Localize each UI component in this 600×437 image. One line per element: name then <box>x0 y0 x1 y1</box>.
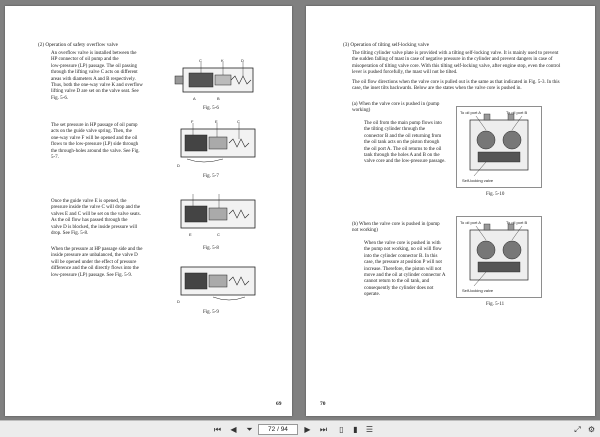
fig-label: D <box>177 299 180 304</box>
heading-line: not working) <box>352 228 378 234</box>
paragraph-a <box>364 121 468 166</box>
fig-label: Self-locking valve <box>462 288 494 293</box>
single-page-icon: ▯ <box>339 425 344 434</box>
fig-label: D <box>241 58 244 63</box>
previous-page-button[interactable] <box>228 424 239 435</box>
page-70 <box>306 6 595 416</box>
fig-label: E <box>189 232 192 237</box>
text-line: As the oil flow has passed through the <box>51 218 128 224</box>
paragraph-pressure-unbalanced <box>51 247 159 279</box>
text-line: valves E and C will be set on the valve seats. <box>51 211 141 217</box>
fig-label: K <box>221 58 224 63</box>
page-down-button[interactable] <box>244 424 255 435</box>
scroll-view-button[interactable] <box>364 424 375 435</box>
text-line: areas with diameters A and B respectively. <box>51 76 136 82</box>
two-page-view-button[interactable] <box>350 424 361 435</box>
figure-5-6 <box>173 58 265 102</box>
text-line: case, the pressure at position P will not <box>364 260 442 266</box>
text-line: pressure inside the valve C will drop and the <box>51 205 141 211</box>
text-line: increase. Therefore, the piston will not <box>364 266 442 272</box>
page-number: 70 <box>320 401 326 407</box>
paragraph-overflow-valve <box>51 51 159 102</box>
figure-5-8 <box>173 192 265 240</box>
fig-label: C <box>237 119 240 124</box>
text-line: An overflow valve is installed between the <box>51 51 137 56</box>
text-line: the oil port A. The oil returns to the oil <box>364 146 442 152</box>
text-line: consequently the cylinder does not <box>364 285 434 291</box>
text-line: one-way valve F will be opened and the oil <box>51 135 138 141</box>
fig-label: To oil port B <box>506 220 528 225</box>
page-number: 69 <box>276 401 282 407</box>
text-line: through the lifting valve C acts on different <box>51 70 138 76</box>
viewer-toolbar <box>0 420 600 437</box>
paragraph-intro <box>352 51 590 77</box>
text-line: lever is pushed forcefully, the mast will not be tilted. <box>352 70 458 76</box>
fullscreen-button[interactable] <box>572 424 583 435</box>
text-line: The set pressure in HP passage of oil pump <box>51 123 138 128</box>
text-line: into the cylinder connector B. In this <box>364 253 438 259</box>
text-line: the sudden falling of mast in case of negative pressure in the cylinder and prevent dangers in case of <box>352 57 553 63</box>
text-line: valve core and the low-pressure passage. <box>364 159 446 165</box>
heading-line: (b) When the valve core is pushed in (pump <box>352 222 440 227</box>
text-line: operate. <box>364 292 380 298</box>
text-line: will be opened under the effect of pressure <box>51 259 137 265</box>
text-line: 5-7. <box>51 155 59 161</box>
last-page-icon: ⏭ <box>319 425 328 434</box>
paragraph-guide-valve <box>51 199 159 237</box>
fig-label: C <box>217 232 220 237</box>
text-line: misoperation of tilting valve core. With this tilting self-locking valve, after engine stop, even the control <box>352 63 561 69</box>
text-line: When the valve core is pushed in with <box>364 241 441 246</box>
fig-label: To oil port B <box>506 110 528 115</box>
text-line: Fig. 5-6. <box>51 95 69 101</box>
text-line: the oil tank acts on the piston through <box>364 140 440 146</box>
text-line: acts on the guide valve spring. Then, the <box>51 129 132 135</box>
text-line: low-pressure (LP) passage. The oil passing <box>51 63 138 69</box>
page-number-input[interactable]: 72 / 94 <box>258 424 298 435</box>
fig-label: E <box>215 119 218 124</box>
single-page-view-button[interactable] <box>336 424 347 435</box>
fullscreen-icon: ⤢ <box>574 425 581 434</box>
text-line: move and the oil at cylinder connector A <box>364 273 446 279</box>
figure-caption: Fig. 5-8 <box>203 246 219 251</box>
text-line: tank through the holes A and B on the <box>364 153 440 159</box>
text-line: valve D is blocked, the inside pressure will <box>51 224 138 230</box>
last-page-button[interactable] <box>318 424 329 435</box>
fig-label: Self-locking valve <box>462 178 494 183</box>
chevron-down-icon: ⏷ <box>246 425 253 434</box>
text-line: The oil from the main pump flows into <box>364 121 442 126</box>
scroll-view-icon: ☰ <box>365 425 374 434</box>
text-line: Once the guide valve E is opened, the <box>51 199 127 204</box>
figure-5-7 <box>173 119 265 169</box>
text-line: drop. See Fig. 5-8. <box>51 231 89 237</box>
text-line: HP connector of oil pump and the <box>51 57 119 63</box>
first-page-button[interactable] <box>212 424 223 435</box>
text-line: cannot return to the oil tank, and <box>364 279 430 285</box>
text-line: the pump not working, no oil will flow <box>364 247 442 253</box>
settings-button[interactable] <box>586 424 597 435</box>
text-line: The tilting cylinder valve plate is provided with a tilting self-locking valve. It is mainly used to prevent <box>352 51 559 56</box>
next-page-icon: ▶ <box>304 425 311 434</box>
text-line: lifting valve D are set on the valve seat. See <box>51 89 139 95</box>
figure-caption: Fig. 5-9 <box>203 310 219 315</box>
fig-label: To oil port A <box>460 220 481 225</box>
section-heading-2: (2) Operation of safety overflow valve <box>38 42 118 48</box>
figure-caption: Fig. 5-10 <box>486 192 505 197</box>
paragraph-intro-2 <box>352 80 590 93</box>
text-line: The oil flow directions when the valve core is pulled out is the same as that indicated in Fig. 5-3. In this <box>352 80 560 85</box>
text-line: low-pressure (LP) passage. See Fig. 5-9. <box>51 272 133 278</box>
text-line: When the pressure at HP passage side and the <box>51 247 143 252</box>
text-line: connector B and the oil returning from <box>364 133 442 139</box>
paragraph-b <box>364 241 468 299</box>
text-line: case, the inset tilts backwards. Below are the states when the valve core is pushed in. <box>352 86 522 92</box>
figure-caption: Fig. 5-11 <box>486 302 505 307</box>
figure-5-10 <box>456 106 542 188</box>
figure-5-11 <box>456 216 542 298</box>
gear-icon: ⚙ <box>587 425 596 434</box>
figure-caption: Fig. 5-6 <box>203 106 219 111</box>
fig-label: To oil port A <box>460 110 481 115</box>
heading-line: working) <box>352 108 371 114</box>
paragraph-set-pressure <box>51 123 159 161</box>
first-page-icon: ⏮ <box>213 425 222 434</box>
fig-label: B <box>217 96 220 101</box>
figure-caption: Fig. 5-7 <box>203 174 219 179</box>
heading-line: (a) When the valve core is pushed in (pump <box>352 102 440 107</box>
fig-label: F <box>191 119 194 124</box>
fig-label: D <box>177 163 180 168</box>
two-page-icon: ▮ <box>353 425 358 434</box>
text-line: the tilting cylinder through the <box>364 127 426 133</box>
page-69 <box>5 6 292 416</box>
text-line: difference and the oil directly flows into the <box>51 266 139 272</box>
text-line: the through-holes around the valve. See Fig. <box>51 148 140 154</box>
section-heading-3: (3) Operation of tilting self-locking valve <box>343 42 430 48</box>
figure-5-9 <box>173 259 265 305</box>
text-line: inside pressure are unbalanced, the valve D <box>51 253 138 259</box>
next-page-button[interactable] <box>302 424 313 435</box>
subheading-b <box>352 222 462 235</box>
previous-page-icon: ◀ <box>230 425 237 434</box>
fig-label: A <box>193 96 196 101</box>
text-line: Thus, both the one-way valve K and overflow <box>51 83 143 89</box>
subheading-a <box>352 102 462 115</box>
text-line: flows to the low-pressure (LP) side through <box>51 142 139 148</box>
fig-label: C <box>199 58 202 63</box>
